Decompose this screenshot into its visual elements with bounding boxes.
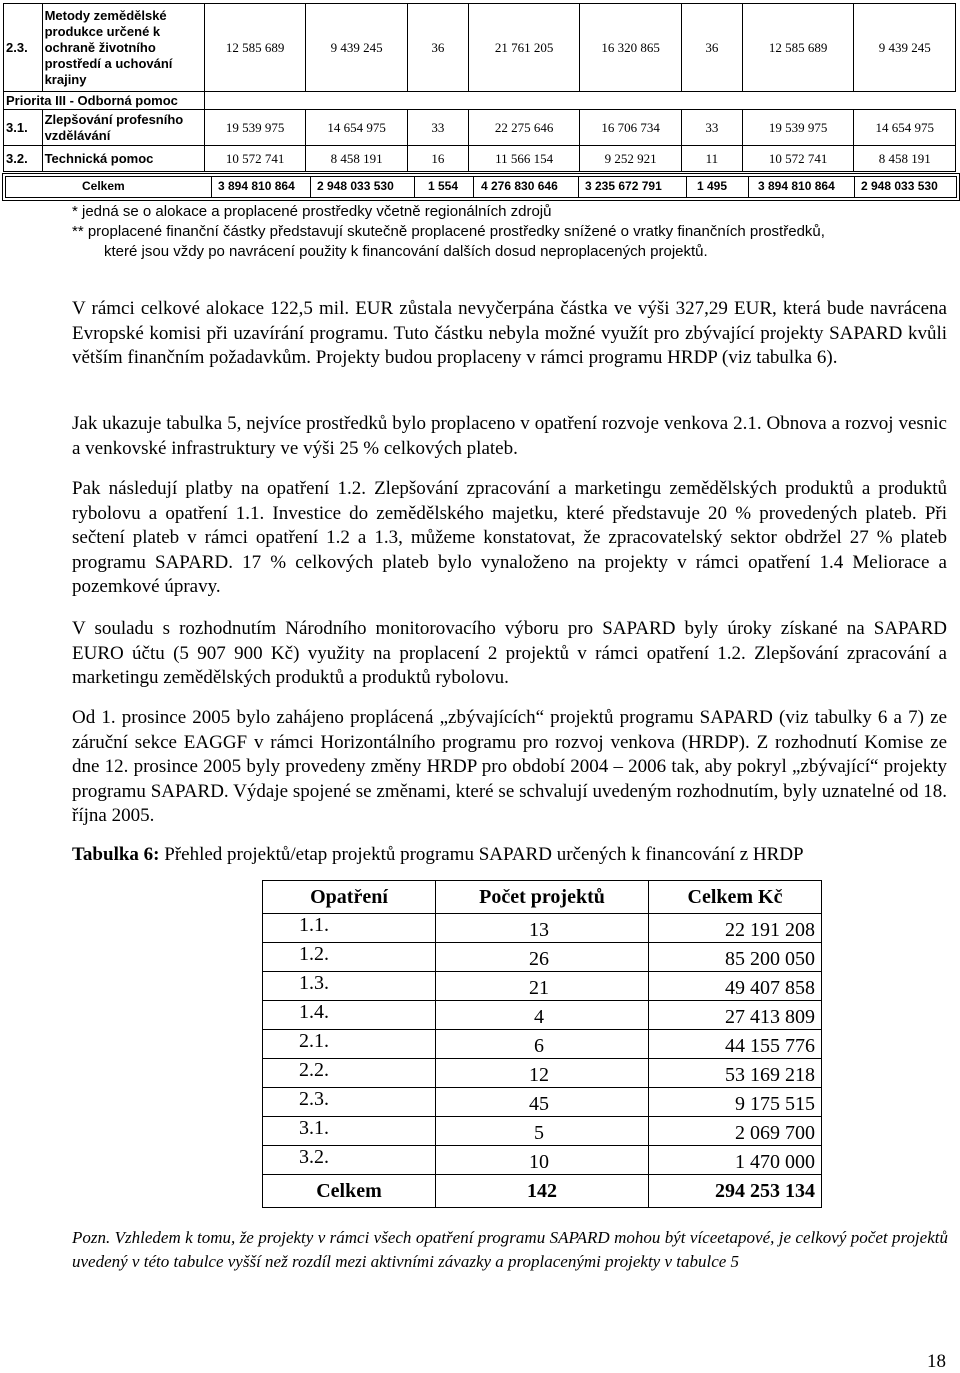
row-label: Zlepšování profesního vzdělávání [42, 110, 204, 146]
cell: 9 439 245 [306, 4, 407, 92]
cell: 10 572 741 [742, 146, 854, 172]
total-cell: 2 948 033 530 [861, 179, 938, 193]
cell: 19 539 975 [742, 110, 854, 146]
table-cell: 2.3. [263, 1088, 436, 1117]
table-row [263, 1001, 822, 1030]
total-cell: 4 276 830 646 [481, 179, 558, 193]
column-header: Počet projektů [436, 881, 649, 914]
table-cell: 1.4. [263, 1001, 436, 1030]
row-label: Technická pomoc [42, 146, 204, 172]
table-cell: 49 407 858 [649, 972, 822, 1001]
cell: 8 458 191 [306, 146, 407, 172]
table-row [263, 914, 822, 943]
table-row [263, 1088, 822, 1117]
table-row [263, 1059, 822, 1088]
cell: 16 706 734 [580, 110, 681, 146]
paragraph: V souladu s rozhodnutím Národního monitorovacího výboru pro SAPARD byly úroky získané na SAPARD EURO účtu (5 907 900 Kč) využity na proplacení 2 projektů v rámci opatření 1.2. Zlepšování zpracování a marketingu zemědělských produktů a produktů rybolovu. [72, 618, 947, 688]
caption-text: Přehled projektů/etap projektů programu SAPARD určených k financování z HRDP [159, 844, 804, 865]
cell: 33 [681, 110, 742, 146]
cell: 11 [681, 146, 742, 172]
paragraph: Jak ukazuje tabulka 5, nejvíce prostředků bylo proplaceno v opatření rozvoje venkova 2.1. Obnova a rozvoj vesnic a venkovské infrastruktury ve výši 25 % celkových plateb. [72, 413, 947, 459]
cell: 16 [407, 146, 468, 172]
table-row [4, 4, 956, 92]
total-cell: Celkem [263, 1175, 436, 1208]
table-cell: 27 413 809 [649, 1001, 822, 1030]
row-code: 3.2. [4, 146, 43, 172]
table-cell: 4 [436, 1001, 649, 1030]
table-caption [72, 844, 804, 866]
cell: 11 566 154 [468, 146, 580, 172]
cell: 9 439 245 [854, 4, 956, 92]
table-cell: 3.1. [263, 1117, 436, 1146]
cell: 21 761 205 [468, 4, 580, 92]
paragraph: Pak následují platby na opatření 1.2. Zlepšování zpracování a marketingu zemědělských produktů a produktů rybolovu a opatření 1.1. Investice do zemědělského majetku, které představuje 20 % provedených plateb. Při sečtení plateb v rámci opatření 1.2 a 1.3, můžeme konstatovat, že zpracovatelský sektor obdržel 27 % plateb programu SAPARD. 17 % celkových plateb bylo vynaloženo na projekty v rámci opatření 1.4 Meliorace a pozemkové úpravy. [72, 478, 947, 597]
cell: 14 654 975 [306, 110, 407, 146]
cell: 19 539 975 [204, 110, 305, 146]
total-cell: 3 235 672 791 [585, 179, 662, 193]
total-row [5, 176, 957, 198]
row-label: Metody zemědělské produkce určené k ochraně životního prostředí a uchování krajiny [42, 4, 204, 92]
cell: 12 585 689 [204, 4, 305, 92]
table-cell: 53 169 218 [649, 1059, 822, 1088]
table-row [4, 92, 956, 110]
table-cell: 2.2. [263, 1059, 436, 1088]
total-label: Celkem [82, 179, 125, 193]
table-row [4, 146, 956, 172]
total-cell: 3 894 810 864 [758, 179, 835, 193]
table-cell: 44 155 776 [649, 1030, 822, 1059]
paragraph: V rámci celkové alokace 122,5 mil. EUR zůstala nevyčerpána částka ve výši 327,29 EUR, která bude navrácena Evropské komisi při uzavírání programu. Tuto částku nebyla možné využít pro zbývající projekty SAPARD kvůli větším finančním požadavkům. Projekty budou proplaceny v rámci programu HRDP (viz tabulka 6). [72, 298, 947, 368]
table-cell: 1.1. [263, 914, 436, 943]
total-cell: 3 894 810 864 [218, 179, 295, 193]
table-cell: 5 [436, 1117, 649, 1146]
cell: 14 654 975 [854, 110, 956, 146]
table-cell: 1.3. [263, 972, 436, 1001]
table-cell: 26 [436, 943, 649, 972]
cell: 22 275 646 [468, 110, 580, 146]
note-2: ** proplacené finanční částky představují skutečně proplacené prostředky snížené o vratky finančních prostředků, [72, 223, 825, 240]
column-header: Opatření [263, 881, 436, 914]
table-cell: 1 470 000 [649, 1146, 822, 1175]
cell: 33 [407, 110, 468, 146]
priority-heading: Priorita III - Odborná pomoc [4, 92, 205, 110]
table-row [263, 943, 822, 972]
total-cell: 294 253 134 [649, 1175, 822, 1208]
table-row [263, 1117, 822, 1146]
table-cell: 22 191 208 [649, 914, 822, 943]
table-cell: 9 175 515 [649, 1088, 822, 1117]
table-row [4, 110, 956, 146]
table-row [263, 1030, 822, 1059]
cell: 36 [407, 4, 468, 92]
cell: 10 572 741 [204, 146, 305, 172]
cell: 36 [681, 4, 742, 92]
table-row [263, 1146, 822, 1175]
total-cell: 1 554 [428, 179, 459, 193]
table-cell: 2 069 700 [649, 1117, 822, 1146]
note-3: které jsou vždy po navrácení použity k financování dalších dosud neproplacených projektů. [104, 243, 708, 260]
table-row [263, 972, 822, 1001]
note-1: * jedná se o alokace a proplacené prostředky včetně regionálních zdrojů [72, 203, 552, 220]
cell: 12 585 689 [742, 4, 854, 92]
table-total-row [263, 1175, 822, 1208]
table-cell: 12 [436, 1059, 649, 1088]
table-cell: 6 [436, 1030, 649, 1059]
total-cell: 142 [436, 1175, 649, 1208]
table-cell: 10 [436, 1146, 649, 1175]
total-cell: 2 948 033 530 [317, 179, 394, 193]
table-cell: 3.2. [263, 1146, 436, 1175]
table-cell: 13 [436, 914, 649, 943]
total-cell: 1 495 [697, 179, 728, 193]
funding-table [3, 3, 956, 172]
footnote: Pozn. Vzhledem k tomu, že projekty v rámci všech opatření programu SAPARD mohou být víceetapové, je celkový počet projektů uvedený v této tabulce vyšší než rozdíl mezi aktivními závazky a proplacenými projekty v tabulce 5 [72, 1228, 948, 1271]
row-code: 3.1. [4, 110, 43, 146]
column-header: Celkem Kč [649, 881, 822, 914]
table-cell: 1.2. [263, 943, 436, 972]
caption-label: Tabulka 6: [72, 844, 160, 865]
cell: 16 320 865 [580, 4, 681, 92]
table-cell: 45 [436, 1088, 649, 1117]
cell: 8 458 191 [854, 146, 956, 172]
table-cell: 2.1. [263, 1030, 436, 1059]
projects-table [262, 880, 822, 1208]
table-cell: 21 [436, 972, 649, 1001]
table-cell: 85 200 050 [649, 943, 822, 972]
page-number: 18 [927, 1351, 946, 1372]
paragraph: Od 1. prosince 2005 bylo zahájeno proplácená „zbývajících“ projektů programu SAPARD (viz tabulky 6 a 7) ze záruční sekce EAGGF v rámci Horizontálního programu pro rozvoj venkova (HRDP). Z rozhodnutí Komise ze dne 12. prosince 2005 byly provedeny změny HRDP pro období 2004 – 2006 tak, aby pokryl „zbývající“ projekty programu SAPARD. Výdaje spojené se změnami, které se schvalují uvedeným rozhodnutím, byly uznatelné od 18. října 2005. [72, 707, 947, 826]
row-code: 2.3. [4, 4, 43, 92]
cell: 9 252 921 [580, 146, 681, 172]
table-header-row [263, 881, 822, 914]
